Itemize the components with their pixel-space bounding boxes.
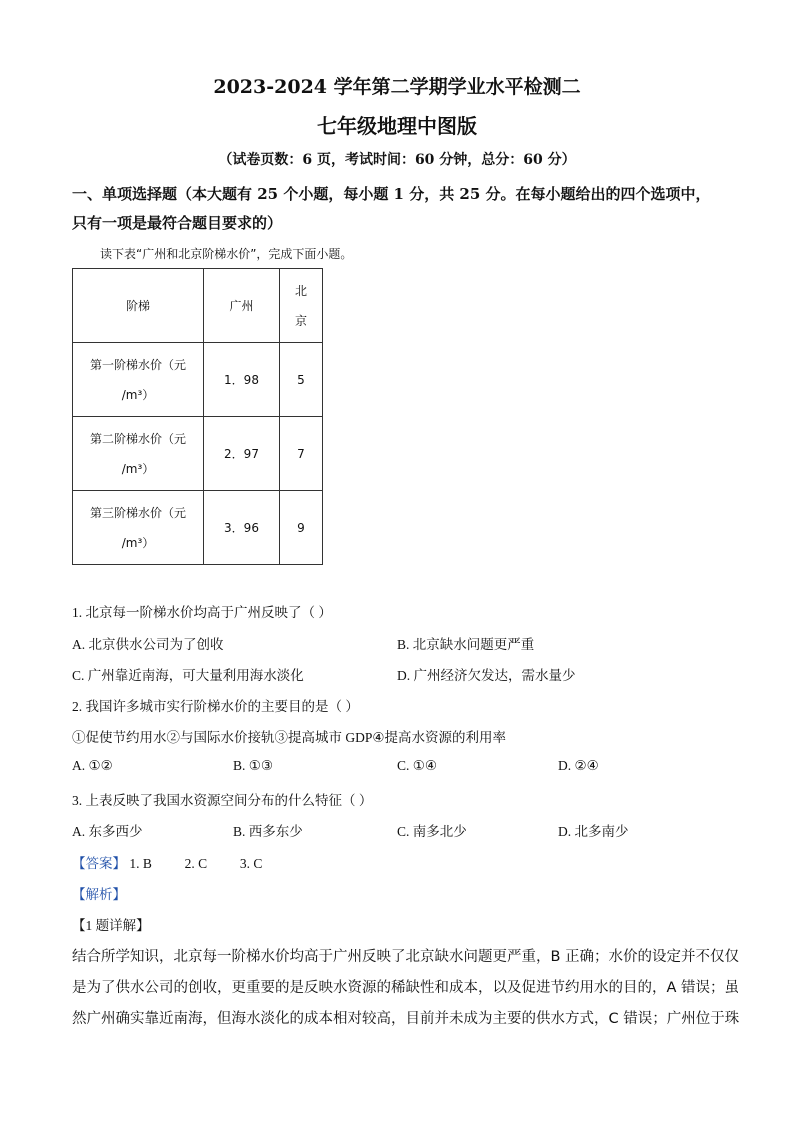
question-1-option-b: B. 北京缺水问题更严重 <box>397 637 535 652</box>
guangzhou-price: 2．97 <box>204 417 280 491</box>
header-tier: 阶梯 <box>73 269 204 343</box>
header-beijing-char1: 北 <box>294 283 307 298</box>
tier-label-line2: /m³） <box>121 461 155 476</box>
question-2-option-d: D. ②④ <box>558 758 599 773</box>
answer-1: 1. B <box>129 856 152 871</box>
question-3-option-b: B. 西多东少 <box>233 824 303 839</box>
beijing-price: 5 <box>280 343 323 417</box>
header-beijing-char2: 京 <box>294 313 307 328</box>
guangzhou-price: 1．98 <box>204 343 280 417</box>
beijing-price: 9 <box>280 491 323 565</box>
analysis-line: 然广州确实靠近南海，但海水淡化的成本相对较高，目前并未成为主要的供水方式，C 错误；广州位于珠 <box>72 1011 740 1027</box>
guangzhou-price: 3．96 <box>204 491 280 565</box>
answer-line <box>72 852 262 872</box>
answer-3: 3. C <box>239 856 263 871</box>
tier-label-line2: /m³） <box>121 535 155 550</box>
answer-2: 2. C <box>184 856 208 871</box>
tier-label <box>73 491 204 565</box>
question-2-option-a: A. ①② <box>72 758 113 773</box>
analysis-tag: 【解析】 <box>72 887 126 902</box>
header-beijing <box>280 269 323 343</box>
tier-label-line2: /m³） <box>121 387 155 402</box>
tier-label <box>73 417 204 491</box>
exam-subtitle: 七年级地理中图版 <box>317 114 477 138</box>
analysis-detail-tag: 【1 题详解】 <box>72 918 150 933</box>
question-2-option-b: B. ①③ <box>233 758 273 773</box>
question-3-option-c: C. 南多北少 <box>397 824 467 839</box>
tier-label <box>73 343 204 417</box>
analysis-line: 是为了供水公司的创收，更重要的是反映水资源的稀缺性和成本，以及促进节约用水的目的，A 错误；虽 <box>72 980 740 996</box>
answer-tag: 【答案】 <box>72 856 126 871</box>
beijing-price: 7 <box>280 417 323 491</box>
exam-title: 2023-2024 学年第二学期学业水平检测二 <box>213 76 581 98</box>
analysis-line: 结合所学知识，北京每一阶梯水价均高于广州反映了北京缺水问题更严重，B 正确；水价的设定并不仅仅 <box>72 949 740 965</box>
header-guangzhou: 广州 <box>204 269 280 343</box>
question-2-statements: ①促使节约用水②与国际水价接轨③提高城市 GDP④提高水资源的利用率 <box>72 730 506 745</box>
section-heading-line2: 只有一项是最符合题目要求的） <box>72 214 283 232</box>
question-3-option-d: D. 北多南少 <box>558 824 629 839</box>
table-row <box>73 417 323 491</box>
table-intro: 读下表“广州和北京阶梯水价”，完成下面小题。 <box>100 247 353 261</box>
question-3-stem: 3. 上表反映了我国水资源空间分布的什么特征（ ） <box>72 793 373 808</box>
table-row <box>73 343 323 417</box>
exam-info: （试卷页数：6 页，考试时间：60 分钟，总分：60 分） <box>218 152 576 168</box>
question-1-stem: 1. 北京每一阶梯水价均高于广州反映了（ ） <box>72 605 332 620</box>
section-heading-line1: 一、单项选择题（本大题有 25 个小题，每小题 1 分，共 25 分。在每小题给出的四个选项中， <box>72 185 711 203</box>
question-2-option-c: C. ①④ <box>397 758 437 773</box>
question-2-stem: 2. 我国许多城市实行阶梯水价的主要目的是（ ） <box>72 699 359 714</box>
question-1-option-d: D. 广州经济欠发达，需水量少 <box>397 668 576 683</box>
table-row <box>73 491 323 565</box>
question-1-option-a: A. 北京供水公司为了创收 <box>72 637 224 652</box>
tier-label-line1: 第二阶梯水价（元 <box>89 431 186 446</box>
question-3-option-a: A. 东多西少 <box>72 824 143 839</box>
tier-label-line1: 第三阶梯水价（元 <box>89 505 186 520</box>
table-header-row <box>73 269 323 343</box>
water-price-table <box>72 268 323 565</box>
tier-label-line1: 第一阶梯水价（元 <box>89 357 186 372</box>
question-1-option-c: C. 广州靠近南海，可大量利用海水淡化 <box>72 668 304 683</box>
